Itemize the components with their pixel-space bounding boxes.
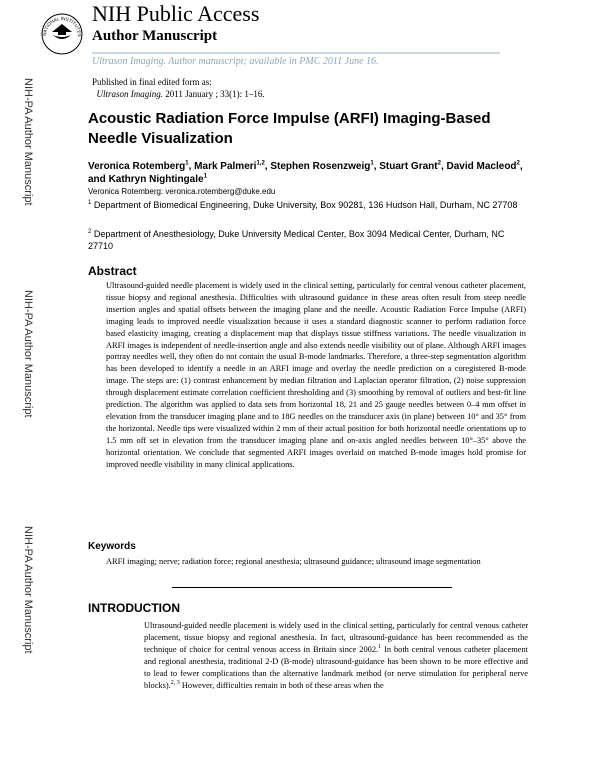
header-divider <box>92 52 500 54</box>
author-name: Stephen Rosenzweig <box>270 161 371 172</box>
paper-title: Acoustic Radiation Force Impulse (ARFI) Imaging-Based Needle Visualization <box>88 110 491 147</box>
journal-name: Ultrason Imaging. <box>96 89 164 99</box>
author-affiliation-ref: 2 <box>437 160 441 167</box>
author-name: Kathryn Nightingale <box>108 174 204 185</box>
affiliation-text: Department of Biomedical Engineering, Duke University, Box 90281, 136 Hudson Hall, Durham, NC 27708 <box>93 200 518 210</box>
abstract-text: Ultrasound-guided needle placement is widely used in the clinical setting, particularly for central venous catheter placement, tissue biopsy and regional anesthesia. Difficulties with ultrasound guidance in these areas often result from steep needle insertion angles and spatial offsets between the imaging plane and the needle. Acoustic Radiation Force Impulse (ARFI) imaging leads to improved needle visualization because it uses a standard diagnostic scanner to perform radiation force based elasticity imaging, creating a displacement map that displays tissue stiffness variations. The needle visualization in ARFI images is independent of needle-insertion angle and also extends needle visibility out of plane. Although ARFI images portray needles well, they often do not contain the usual B-mode landmarks. Therefore, a three-step segmentation algorithm has been developed to identify a needle in an ARFI image and overlay the needle prediction on a coregistered B-mode image. The steps are: (1) contrast enhancement by median filtration and Laplacian operator filtration, (2) noise suppression through displacement estimate correlation coefficient thresholding and (3) smoothing by removal of outliers and best-fit line prediction. The algorithm was applied to data sets from horizontal 18, 21 and 25 gauge needles between 0–4 mm offset in elevation from the transducer imaging plane and to 18G needles on the transducer axis (in plane) between 10° and 35° from the horizontal. Needle tips were visualized within 2 mm of their actual position for both horizontal needle orientations up to 1.5 mm off set in elevation from the transducer imaging plane and on-axis angled needles between 10°–35° above the horizontal orientation. We conclude that segmented ARFI images overlaid on matched B-mode images hold promise for improved needle visibility in many clinical applications. <box>106 281 526 469</box>
sidebar-label: NIH-PA Author Manuscript <box>22 78 34 206</box>
author-affiliation-ref: 1 <box>370 160 374 167</box>
introduction-heading: INTRODUCTION <box>88 601 180 615</box>
left-margin <box>0 70 40 776</box>
author-name: David Macleod <box>446 161 517 172</box>
author-affiliation-ref: 1 <box>203 173 207 180</box>
author-name: Stuart Grant <box>379 161 438 172</box>
author-name: Veronica Rotemberg <box>88 161 186 172</box>
header-subtitle: Author Manuscript <box>92 28 218 44</box>
reference-marker: 2, 3 <box>170 679 180 686</box>
affiliation-number: 1 <box>88 200 92 206</box>
reference-marker: 1 <box>378 644 382 651</box>
affiliation-text: Department of Anesthesiology, Duke University Medical Center, Box 3094 Medical Center, Durham, NC 27710 <box>88 229 505 251</box>
header-title: NIH Public Access <box>92 1 260 26</box>
seal-text: NATIONAL INSTITUTES <box>41 15 83 37</box>
keywords-heading: Keywords <box>88 541 136 552</box>
affiliation <box>88 199 528 211</box>
affiliation <box>88 228 528 252</box>
introduction-paragraph: Ultrasound-guided needle placement is widely used in the clinical setting, particularly for central venous catheter placement, tissue biopsy and regional anesthesia. In fact, ultrasound-guidance has been recommended as the technique of choice for central venous access in Britain since 2002. <box>144 621 528 654</box>
published-label: Published in final edited form as: <box>92 77 212 87</box>
sidebar-label: NIH-PA Author Manuscript <box>22 290 34 418</box>
publication-info <box>92 76 265 100</box>
nih-seal-icon <box>40 2 84 66</box>
author-list: Veronica Rotemberg$^1$, Mark Palmeri$^{1,2}$, Stephen Rosenzweig$^1$, Stuart Grant$^2$, David Macleod$^2$, and Kathryn Nightingale$^1$ <box>88 160 523 185</box>
citation: 2011 January ; 33(1): 1–16. <box>165 89 265 99</box>
introduction-paragraph: However, difficulties remain in both of these areas when the <box>179 680 384 690</box>
introduction-text <box>144 620 528 691</box>
keywords-text: ARFI imaging; nerve; radiation force; regional anesthesia; ultrasound guidance; ultrasound image segmentation <box>106 557 481 566</box>
introduction-paragraph: In both central venous catheter placement and regional anesthesia, traditional 2-D (B-mode) ultrasound-guidance has been shown to be more effective and to lead to fewer complications than the alternative landmark method (or nerve stimulation for peripheral nerve blocks). <box>144 644 528 690</box>
corresponding-email: Veronica Rotemberg: veronica.rotemberg@duke.edu <box>88 187 276 196</box>
author-affiliation-ref: 1,2 <box>256 160 265 167</box>
header-note: Ultrason Imaging. Author manuscript; available in PMC 2011 June 16. <box>92 56 379 67</box>
section-divider <box>172 587 452 588</box>
author-affiliation-ref: 1 <box>185 160 189 167</box>
sidebar-label: NIH-PA Author Manuscript <box>22 526 34 654</box>
author-name: Mark Palmeri <box>194 161 257 172</box>
author-affiliation-ref: 2 <box>516 160 520 167</box>
affiliation-number: 2 <box>88 229 92 235</box>
abstract-heading: Abstract <box>88 264 137 278</box>
